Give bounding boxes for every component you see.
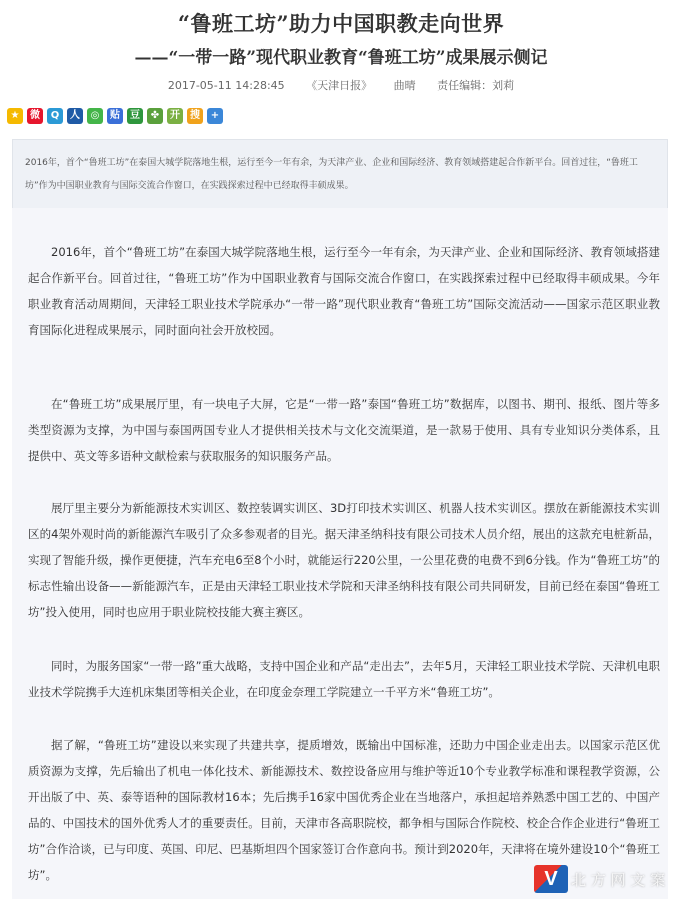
paragraph-4: 同时，为服务国家“一带一路”重大战略，支持中国企业和产品“走出去”，去年5月，天津轻工职业技术学院、天津机电职业技术学院携手大连机床集团等相关企业，在印度金奈理工学院建立一千平方米“鲁班工坊”。 bbox=[28, 659, 660, 699]
weibo-icon[interactable]: 微 bbox=[27, 108, 43, 124]
paragraph-2: 在“鲁班工坊”成果展厅里，有一块电子大屏，它是“一带一路”泰国“鲁班工坊”数据库，以图书、期刊、报纸、图片等多类型资源为支撑，为中国与泰国两国专业人才提供相关技术与文化交流渠道，是一款易于使用、具有专业知识分类体系，且提供中、英文等多语种文献检索与获取服务的知识服务产品。 bbox=[28, 397, 660, 463]
wechat-icon[interactable]: ◎ bbox=[87, 108, 103, 124]
baidu-icon[interactable]: 贴 bbox=[107, 108, 123, 124]
article-subtitle: ——“一带一路”现代职业教育“鲁班工坊”成果展示侧记 bbox=[134, 48, 548, 68]
douban-icon[interactable]: 豆 bbox=[127, 108, 143, 124]
paragraph-5: 据了解，“鲁班工坊”建设以来实现了共建共享，提质增效，既输出中国标准，还助力中国企业走出去。以国家示范区优质资源为支撑，先后输出了机电一体化技术、新能源技术、数控设备应用与维护等近10个专业教学标准和课程教学资源，公开出版了中、英、泰等语种的国际教材16本；先后携手16家中国优秀企业在当地落户，承担起培养熟悉中国工艺的、中国产品的、中国技术的国外优秀人才的重要责任。目前，天津市各高职院校，都争相与国际合作院校、校企合作企业进行“鲁班工坊”合作洽谈，已与印度、英国、印尼、巴基斯坦四个国家签订合作意向书。预计到2020年，天津将在境外建设10个“鲁班工坊”。 bbox=[28, 738, 660, 882]
tqq-icon[interactable]: Q bbox=[47, 108, 63, 124]
watermark-text: 北 方 网 文 案 bbox=[571, 870, 666, 889]
paragraph-3: 展厅里主要分为新能源技术实训区、数控装调实训区、3D打印技术实训区、机器人技术实训区。摆放在新能源技术实训区的4架外观时尚的新能源汽车吸引了众多参观者的目光。据天津圣纳科技有限公司技术人员介绍，展出的这款充电桩新品，实现了智能升级，操作更便捷，汽车充电6至8个小时，就能运行220公里，一公里花费的电费不到6分钱。作为“鲁班工坊”的标志性输出设备——新能源汽车，正是由天津轻工职业技术学院和天津圣纳科技有限公司共同研发，目前已经在泰国“鲁班工坊”投入使用，同时也应用于职业院校技能大赛主赛区。 bbox=[28, 501, 660, 619]
article-meta bbox=[0, 77, 682, 93]
paragraph-1: 2016年，首个“鲁班工坊”在泰国大城学院落地生根，运行至今一年有余，为天津产业、企业和国际经济、教育领域搭建起合作新平台。回首过往，“鲁班工坊”作为中国职业教育与国际交流合作窗口，在实践探索过程中已经取得丰硕成果。今年职业教育活动周期间，天津轻工职业技术学院承办“一带一路”现代职业教育“鲁班工坊”国际交流活动——国家示范区职业教育国际化进程成果展示，同时面向社会开放校园。 bbox=[28, 245, 660, 337]
article-summary bbox=[12, 139, 668, 209]
author-name: 曲晴 bbox=[393, 79, 416, 92]
editor-name: 责任编辑：刘莉 bbox=[437, 79, 515, 92]
qzone-icon[interactable]: ★ bbox=[7, 108, 23, 124]
sohu-icon[interactable]: 搜 bbox=[187, 108, 203, 124]
summary-text: 2016年，首个“鲁班工坊”在泰国大城学院落地生根，运行至今一年有余，为天津产业、企业和国际经济、教育领域搭建起合作新平台。回首过往，“鲁班工坊”作为中国职业教育与国际交流合作窗口，在实践探索过程中已经取得丰硕成果。 bbox=[25, 158, 638, 191]
more-icon[interactable]: + bbox=[207, 108, 223, 124]
article-title: “鲁班工坊”助力中国职教走向世界 bbox=[177, 11, 505, 36]
kaixin-icon[interactable]: 开 bbox=[167, 108, 183, 124]
article-body bbox=[12, 208, 668, 899]
source-link[interactable]: 《天津日报》 bbox=[306, 79, 373, 92]
share-bar bbox=[7, 108, 223, 126]
publish-date: 2017-05-11 14:28:45 bbox=[167, 79, 285, 92]
site-logo: V bbox=[534, 865, 568, 893]
clover-icon[interactable]: ✤ bbox=[147, 108, 163, 124]
site-watermark bbox=[534, 863, 674, 895]
renren-icon[interactable]: 人 bbox=[67, 108, 83, 124]
